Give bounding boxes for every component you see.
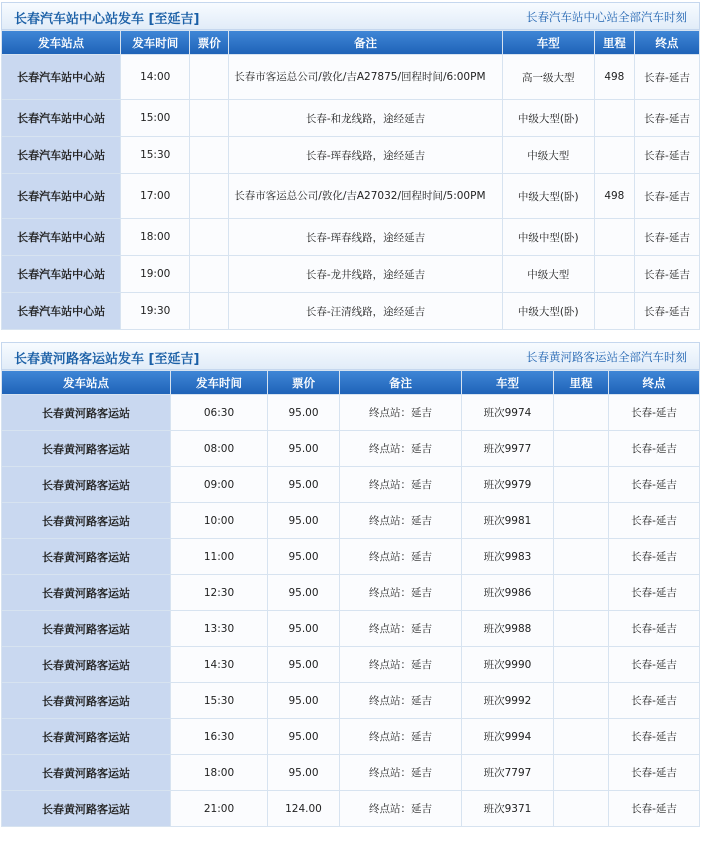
section-title: 长春汽车站中心站发车 [至延吉] [14, 12, 200, 27]
note-cell: 终点站：延吉 [340, 431, 461, 466]
station-cell: 长春汽车站中心站 [2, 100, 120, 136]
station-cell: 长春黄河路客运站 [2, 575, 170, 610]
station-cell: 长春汽车站中心站 [2, 293, 120, 329]
bus-type-cell: 班次9988 [462, 611, 553, 646]
note-cell: 终点站：延吉 [340, 503, 461, 538]
price-cell: 95.00 [268, 503, 339, 538]
destination-cell: 长春-延吉 [609, 467, 699, 502]
station-cell: 长春汽车站中心站 [2, 174, 120, 218]
price-cell [190, 256, 228, 292]
price-cell [190, 219, 228, 255]
price-cell [190, 174, 228, 218]
price-cell: 95.00 [268, 467, 339, 502]
col-header-time: 发车时间 [171, 371, 267, 394]
col-header-mileage: 里程 [554, 371, 608, 394]
station-cell: 长春黄河路客运站 [2, 539, 170, 574]
price-cell: 95.00 [268, 755, 339, 790]
note-cell: 长春-珲春线路，途经延吉 [229, 137, 501, 173]
price-cell: 95.00 [268, 575, 339, 610]
bus-type-cell: 中级大型 [503, 137, 594, 173]
time-cell: 18:00 [121, 219, 189, 255]
time-cell: 19:00 [121, 256, 189, 292]
all-schedules-link[interactable]: 长春汽车站中心站全部汽车时刻 [526, 10, 687, 24]
time-cell: 17:00 [121, 174, 189, 218]
table-row [2, 100, 699, 136]
bus-type-cell: 班次9981 [462, 503, 553, 538]
time-cell: 14:00 [121, 55, 189, 99]
time-cell: 15:00 [121, 100, 189, 136]
time-cell: 06:30 [171, 395, 267, 430]
table-row [2, 256, 699, 292]
note-cell: 终点站：延吉 [340, 755, 461, 790]
note-cell: 终点站：延吉 [340, 575, 461, 610]
table-row [2, 137, 699, 173]
table-row [2, 395, 699, 430]
col-header-station: 发车站点 [2, 371, 170, 394]
destination-cell: 长春-延吉 [609, 719, 699, 754]
col-header-destination: 终点 [635, 31, 699, 54]
mileage-cell [595, 293, 634, 329]
table-row [2, 293, 699, 329]
destination-cell: 长春-延吉 [609, 683, 699, 718]
table-row [2, 647, 699, 682]
table-row [2, 174, 699, 218]
mileage-cell [554, 467, 608, 502]
table-row [2, 791, 699, 826]
col-header-station: 发车站点 [2, 31, 120, 54]
note-cell: 长春-珲春线路，途经延吉 [229, 219, 501, 255]
table-row [2, 719, 699, 754]
table-row [2, 219, 699, 255]
mileage-cell [554, 719, 608, 754]
time-cell: 18:00 [171, 755, 267, 790]
destination-cell: 长春-延吉 [609, 647, 699, 682]
destination-cell: 长春-延吉 [609, 575, 699, 610]
bus-type-cell: 班次9983 [462, 539, 553, 574]
schedule-section-central-station [1, 2, 700, 330]
bus-type-cell: 高一级大型 [503, 55, 594, 99]
mileage-cell [554, 575, 608, 610]
time-cell: 12:30 [171, 575, 267, 610]
table-row [2, 755, 699, 790]
destination-cell: 长春-延吉 [635, 219, 699, 255]
destination-cell: 长春-延吉 [635, 174, 699, 218]
table-row [2, 575, 699, 610]
time-cell: 16:30 [171, 719, 267, 754]
time-cell: 15:30 [121, 137, 189, 173]
destination-cell: 长春-延吉 [609, 431, 699, 466]
note-cell: 终点站：延吉 [340, 539, 461, 574]
bus-type-cell: 中级大型 [503, 256, 594, 292]
note-cell: 长春市客运总公司/敦化/吉A27875/回程时间/6:00PM [229, 55, 501, 99]
col-header-destination: 终点 [609, 371, 699, 394]
price-cell: 124.00 [268, 791, 339, 826]
bus-type-cell: 班次9992 [462, 683, 553, 718]
note-cell: 终点站：延吉 [340, 467, 461, 502]
col-header-time: 发车时间 [121, 31, 189, 54]
note-cell: 长春-汪清线路，途经延吉 [229, 293, 501, 329]
col-header-price: 票价 [268, 371, 339, 394]
time-cell: 19:30 [121, 293, 189, 329]
col-header-mileage: 里程 [595, 31, 634, 54]
price-cell: 95.00 [268, 719, 339, 754]
time-cell: 14:30 [171, 647, 267, 682]
destination-cell: 长春-延吉 [635, 137, 699, 173]
station-cell: 长春汽车站中心站 [2, 256, 120, 292]
price-cell: 95.00 [268, 395, 339, 430]
destination-cell: 长春-延吉 [609, 755, 699, 790]
section-header [1, 2, 700, 30]
destination-cell: 长春-延吉 [609, 791, 699, 826]
price-cell [190, 100, 228, 136]
mileage-cell [554, 683, 608, 718]
section-header [1, 342, 700, 370]
mileage-cell [554, 647, 608, 682]
destination-cell: 长春-延吉 [609, 611, 699, 646]
price-cell [190, 293, 228, 329]
mileage-cell [554, 395, 608, 430]
mileage-cell [554, 755, 608, 790]
destination-cell: 长春-延吉 [609, 395, 699, 430]
mileage-cell: 498 [595, 174, 634, 218]
price-cell: 95.00 [268, 611, 339, 646]
station-cell: 长春黄河路客运站 [2, 503, 170, 538]
destination-cell: 长春-延吉 [609, 539, 699, 574]
time-cell: 09:00 [171, 467, 267, 502]
destination-cell: 长春-延吉 [609, 503, 699, 538]
mileage-cell [595, 256, 634, 292]
schedule-table [1, 30, 700, 330]
bus-type-cell: 班次9986 [462, 575, 553, 610]
bus-type-cell: 班次9974 [462, 395, 553, 430]
note-cell: 长春市客运总公司/敦化/吉A27032/回程时间/5:00PM [229, 174, 501, 218]
station-cell: 长春汽车站中心站 [2, 219, 120, 255]
mileage-cell [595, 219, 634, 255]
mileage-cell [554, 431, 608, 466]
table-row [2, 539, 699, 574]
bus-type-cell: 中级中型(卧) [503, 219, 594, 255]
mileage-cell [595, 137, 634, 173]
table-row [2, 431, 699, 466]
price-cell [190, 55, 228, 99]
destination-cell: 长春-延吉 [635, 293, 699, 329]
destination-cell: 长春-延吉 [635, 100, 699, 136]
table-row [2, 467, 699, 502]
time-cell: 11:00 [171, 539, 267, 574]
time-cell: 21:00 [171, 791, 267, 826]
note-cell: 终点站：延吉 [340, 395, 461, 430]
all-schedules-link[interactable]: 长春黄河路客运站全部汽车时刻 [526, 350, 687, 364]
note-cell: 终点站：延吉 [340, 791, 461, 826]
section-title: 长春黄河路客运站发车 [至延吉] [14, 352, 200, 367]
mileage-cell [554, 503, 608, 538]
station-cell: 长春黄河路客运站 [2, 719, 170, 754]
time-cell: 13:30 [171, 611, 267, 646]
time-cell: 15:30 [171, 683, 267, 718]
note-cell: 终点站：延吉 [340, 719, 461, 754]
bus-type-cell: 班次9977 [462, 431, 553, 466]
note-cell: 长春-龙井线路，途经延吉 [229, 256, 501, 292]
mileage-cell [554, 539, 608, 574]
price-cell: 95.00 [268, 647, 339, 682]
destination-cell: 长春-延吉 [635, 256, 699, 292]
col-header-price: 票价 [190, 31, 228, 54]
note-cell: 终点站：延吉 [340, 647, 461, 682]
price-cell: 95.00 [268, 539, 339, 574]
col-header-bus-type: 车型 [503, 31, 594, 54]
bus-type-cell: 中级大型(卧) [503, 100, 594, 136]
station-cell: 长春黄河路客运站 [2, 467, 170, 502]
table-row [2, 55, 699, 99]
station-cell: 长春黄河路客运站 [2, 791, 170, 826]
mileage-cell [554, 791, 608, 826]
time-cell: 10:00 [171, 503, 267, 538]
bus-type-cell: 班次9979 [462, 467, 553, 502]
bus-type-cell: 中级大型(卧) [503, 293, 594, 329]
mileage-cell: 498 [595, 55, 634, 99]
bus-type-cell: 班次7797 [462, 755, 553, 790]
price-cell: 95.00 [268, 431, 339, 466]
note-cell: 终点站：延吉 [340, 683, 461, 718]
bus-type-cell: 班次9990 [462, 647, 553, 682]
time-cell: 08:00 [171, 431, 267, 466]
col-header-note: 备注 [229, 31, 501, 54]
col-header-note: 备注 [340, 371, 461, 394]
schedule-table [1, 370, 700, 827]
note-cell: 长春-和龙线路，途经延吉 [229, 100, 501, 136]
bus-type-cell: 中级大型(卧) [503, 174, 594, 218]
station-cell: 长春黄河路客运站 [2, 611, 170, 646]
station-cell: 长春汽车站中心站 [2, 137, 120, 173]
price-cell [190, 137, 228, 173]
bus-type-cell: 班次9371 [462, 791, 553, 826]
destination-cell: 长春-延吉 [635, 55, 699, 99]
table-header-row [2, 31, 699, 54]
table-row [2, 503, 699, 538]
mileage-cell [595, 100, 634, 136]
note-cell: 终点站：延吉 [340, 611, 461, 646]
station-cell: 长春黄河路客运站 [2, 755, 170, 790]
price-cell: 95.00 [268, 683, 339, 718]
station-cell: 长春汽车站中心站 [2, 55, 120, 99]
schedule-section-huanghe-road-station [1, 342, 700, 827]
col-header-bus-type: 车型 [462, 371, 553, 394]
table-header-row [2, 371, 699, 394]
mileage-cell [554, 611, 608, 646]
table-row [2, 611, 699, 646]
table-row [2, 683, 699, 718]
station-cell: 长春黄河路客运站 [2, 395, 170, 430]
bus-type-cell: 班次9994 [462, 719, 553, 754]
station-cell: 长春黄河路客运站 [2, 683, 170, 718]
station-cell: 长春黄河路客运站 [2, 431, 170, 466]
station-cell: 长春黄河路客运站 [2, 647, 170, 682]
